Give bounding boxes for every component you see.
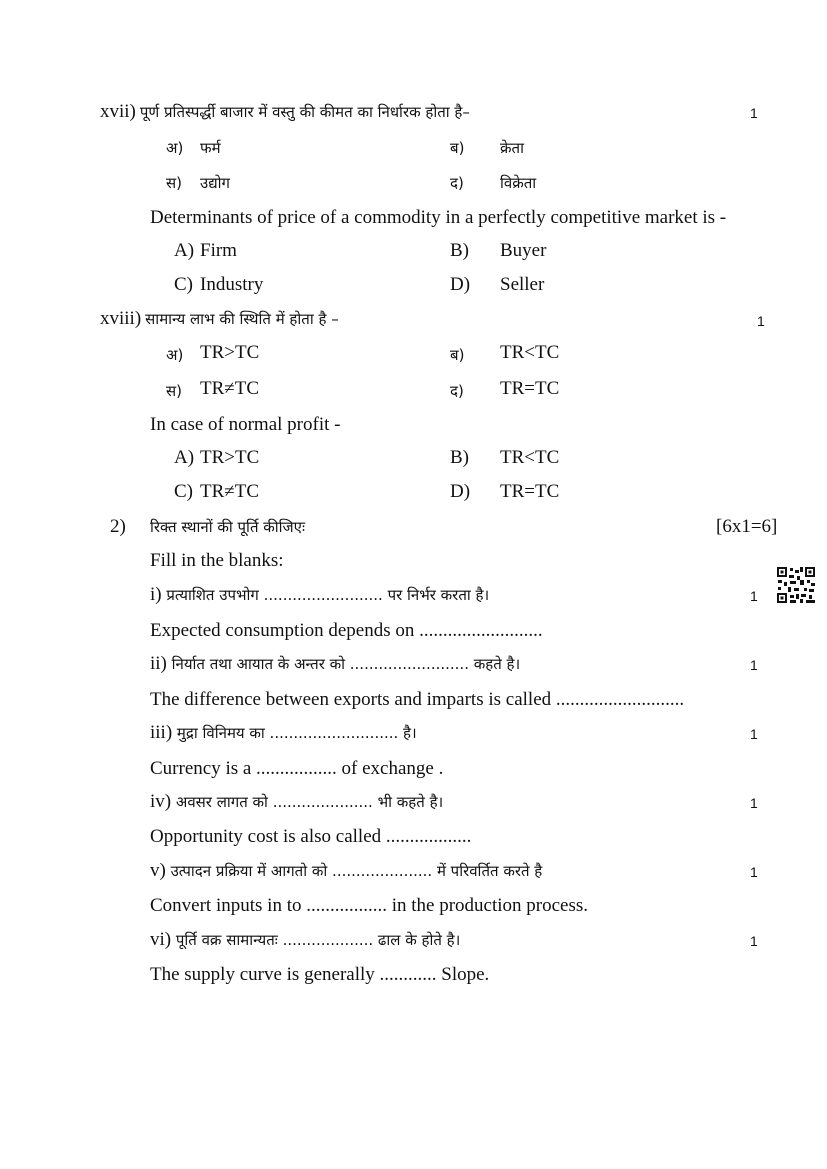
q2-item-5-marks: 1 [750,864,758,880]
q2-item-5-english: Convert inputs in to ................. in the production process. [150,895,589,916]
q18-hi-opt-c-key: स) [166,382,182,400]
q2-item-1-hindi [150,584,489,606]
q18-en-opt-a-key: A) [174,447,195,468]
q17-marks: 1 [750,105,758,121]
q17-en-opt-b-key: B) [450,240,469,261]
q18-hi-opt-b-key: ब) [450,346,465,364]
q17-en-opt-a-key: A) [174,240,195,261]
q17-en-opt-c: Industry [200,274,264,295]
q2-marks: [6x1=6] [716,516,778,537]
q2-item-6-marks: 1 [750,933,758,949]
q18-en-opt-b-key: B) [450,447,469,468]
q18-en-opt-d-key: D) [450,481,471,502]
q17-line [100,101,470,123]
q2-item-4-english: Opportunity cost is also called .................. [150,826,472,847]
q2-item-3-hindi [150,722,417,744]
q2-item-4-marks: 1 [750,795,758,811]
q17-hi-opt-a-key: अ) [166,139,184,157]
q17-hi-opt-b: क्रेता [500,139,524,157]
q2-item-1-hindi-text: प्रत्याशित उपभोग ......................... पर निर्भर करता है। [166,586,490,604]
q18-line [100,308,339,330]
q17-hi-opt-d-key: द) [450,174,464,192]
q17-en-opt-b: Buyer [500,240,547,261]
q2-item-1-label: i) [150,584,167,605]
q2-item-1-marks: 1 [750,588,758,604]
q2-number: 2) [110,516,126,537]
q2-item-3-english: Currency is a ................. of exchange . [150,758,444,779]
q17-hindi-text: पूर्ण प्रतिस्पर्द्धी बाजार में वस्तु की कीमत का निर्धारक होता है– [139,103,470,121]
q17-hi-opt-c: उद्योग [200,174,231,192]
q2-item-3-marks: 1 [750,726,758,742]
q18-hi-opt-d: TR=TC [500,378,560,399]
q2-item-4-label: iv) [150,791,176,812]
q2-item-3-label: iii) [150,722,177,743]
q18-hi-opt-d-key: द) [450,382,464,400]
q17-en-opt-d: Seller [500,274,545,295]
q18-en-opt-c: TR≠TC [200,481,259,502]
q18-hi-opt-a: TR>TC [200,342,260,363]
q2-hindi-text: रिक्त स्थानों की पूर्ति कीजिएः [150,518,306,536]
q17-hi-opt-d: विक्रेता [500,174,537,192]
q2-item-6-label: vi) [150,929,176,950]
q2-item-2-label: ii) [150,653,172,674]
q2-item-2-hindi-text: निर्यात तथा आयात के अन्तर को ......................... कहते है। [171,655,521,673]
q2-item-6-hindi-text: पूर्ति वक्र सामान्यतः ................... ढाल के होते है। [175,931,461,949]
q2-item-2-hindi [150,653,520,675]
q17-hi-opt-c-key: स) [166,174,182,192]
q17-en-opt-c-key: C) [174,274,193,295]
q17-en-opt-d-key: D) [450,274,471,295]
q2-item-3-hindi-text: मुद्रा विनिमय का ........................... है। [176,724,417,742]
q2-item-4-hindi-text: अवसर लागत को ..................... भी कहते है। [175,793,444,811]
q2-item-2-english: The difference between exports and imparts is called ........................... [150,689,685,710]
q18-english-text: In case of normal profit - [150,414,341,435]
q18-en-opt-b: TR<TC [500,447,560,468]
q18-hi-opt-a-key: अ) [166,346,184,364]
q2-item-4-hindi [150,791,443,813]
q2-english-text: Fill in the blanks: [150,550,284,571]
q18-hi-opt-b: TR<TC [500,342,560,363]
q18-en-opt-a: TR>TC [200,447,260,468]
q17-hi-opt-a: फर्म [200,139,221,157]
q17-label: xvii) [100,101,136,122]
q2-item-5-label: v) [150,860,171,881]
q2-item-6-english: The supply curve is generally ............ Slope. [150,964,490,985]
q18-marks: 1 [757,313,765,329]
q18-hi-opt-c: TR≠TC [200,378,259,399]
q2-item-5-hindi [150,860,542,882]
qr-code [776,566,816,604]
q2-item-5-hindi-text: उत्पादन प्रक्रिया में आगतो को ..................... में परिवर्तित करते है [170,862,543,880]
q18-label: xviii) [100,308,142,329]
q18-hindi-text: सामान्य लाभ की स्थिति में होता है – [145,310,339,328]
q18-en-opt-d: TR=TC [500,481,560,502]
q17-english-text: Determinants of price of a commodity in a perfectly competitive market is - [150,207,727,228]
q17-hi-opt-b-key: ब) [450,139,465,157]
q2-item-1-english: Expected consumption depends on .......................... [150,620,543,641]
q2-item-6-hindi [150,929,460,951]
q17-en-opt-a: Firm [200,240,237,261]
q2-item-2-marks: 1 [750,657,758,673]
q18-en-opt-c-key: C) [174,481,193,502]
